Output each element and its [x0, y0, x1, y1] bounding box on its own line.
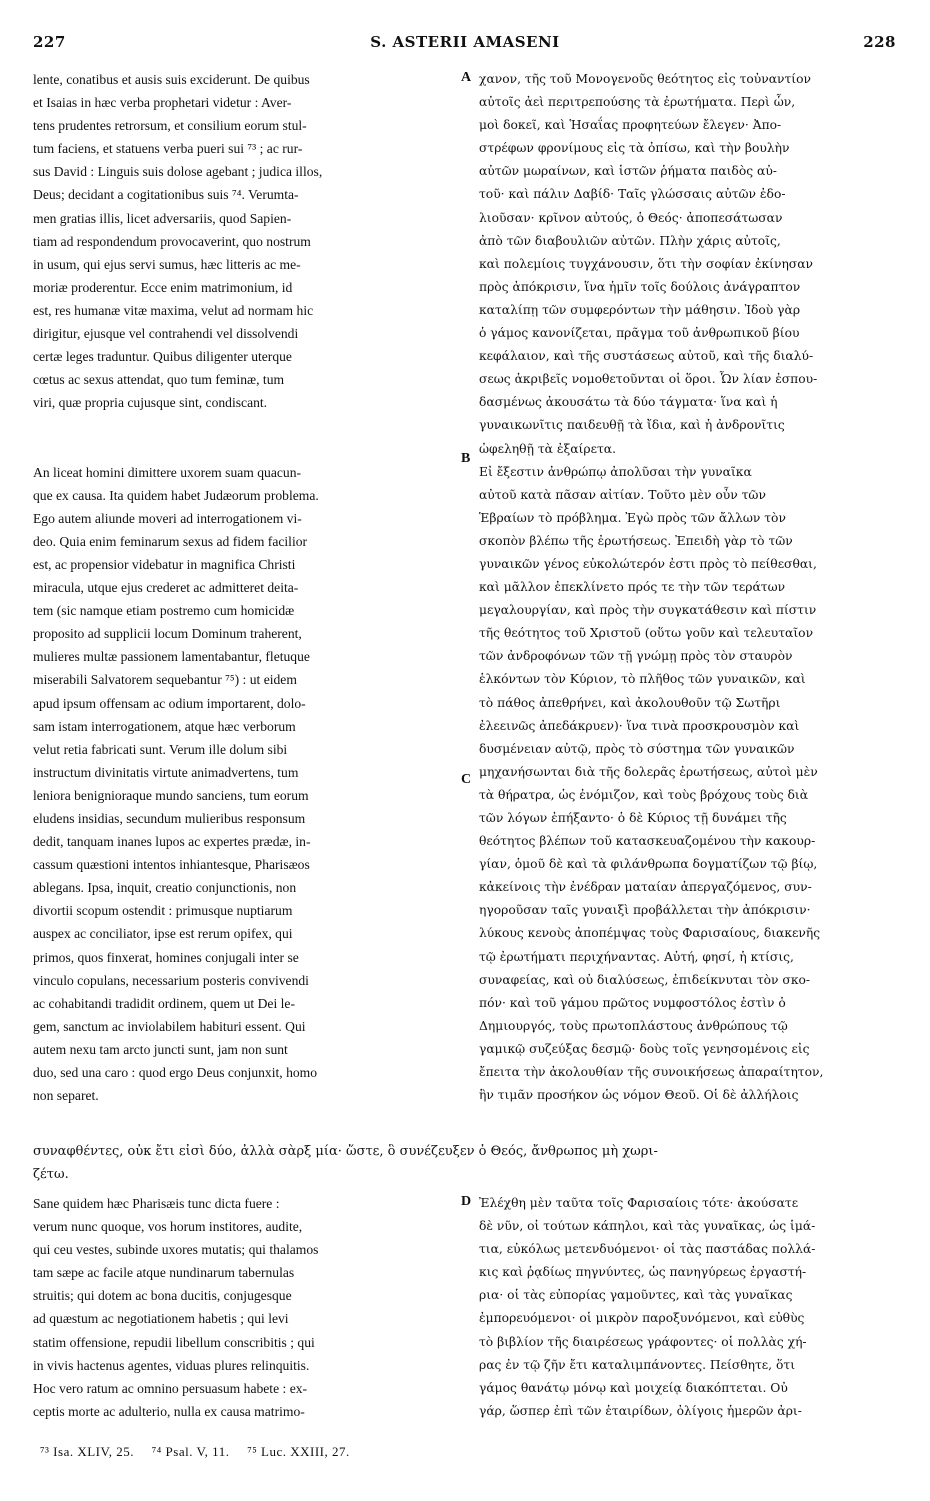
text-line: cœtus ac sexus attendat, quo tum feminæ, tum — [33, 372, 285, 388]
text-line: miracula, utque ejus crederet ac admitteret deita- — [33, 580, 299, 596]
text-line: μοὶ δοκεῖ, καὶ Ἡσαΐας προφητεύων ἔλεγεν· Ἀπο- — [479, 118, 782, 133]
text-line: proposito ad supplicii locum Dominum traherent, — [33, 626, 302, 642]
text-line: πόν· καὶ τοῦ γάμου πρῶτος νυμφοστόλος ἐστὶν ὁ — [479, 995, 786, 1010]
text-line: δὲ νῦν, οἱ τούτων κάπηλοι, καὶ τὰς γυναῖκας, ὡς ἱμά- — [479, 1219, 816, 1234]
text-line: θεότητος βλέπων τοῦ κατασκευαζομένου τὴν κακουρ- — [479, 834, 816, 849]
text-line: sus David : Linguis suis dolose agebant ; judica illos, — [33, 164, 323, 180]
text-line: λύκους κενοὺς ἀποπέμψας τοὺς Φαρισαίους, διακενῆς — [479, 926, 821, 941]
text-line: ρας ἐν τῷ ζῆν ἔτι καταλιμπάνοντες. Πείσθητε, ὅτι — [479, 1357, 796, 1372]
margin-mark: C — [461, 772, 472, 787]
text-line: συναφθέντες, οὐκ ἔτι εἰσὶ δύο, ἀλλὰ σὰρξ μία· ὥστε, ὃ συνέζευξεν ὁ Θεός, ἄνθρωπος μὴ χωρι- — [33, 1144, 658, 1159]
text-line: Ἑβραίων τὸ πρόβλημα. Ἐγὼ πρὸς τῶν ἄλλων τὸν — [479, 510, 786, 525]
text-line: ὁ γάμος κανονίζεται, πρᾶγμα τοῦ ἀνθρωπικοῦ βίου — [479, 326, 800, 341]
text-line: στρέφων φρονίμους εἰς τὰ ὀπίσω, καὶ τὴν βουλὴν — [479, 141, 790, 156]
text-line: tens prudentes retrorsum, et consilium eorum stul- — [33, 118, 307, 134]
text-line: apud ipsum offensam ac odium importarent, dolo- — [33, 695, 306, 711]
text-line: ἐλεεινῶς ἀπεδάκρυεν)· ἵνα τινὰ προσκρουσμὸν καὶ — [479, 718, 800, 733]
text-line: γαμικῷ συζεύξας δεσμῷ· δοὺς τοῖς γενησομένοις εἰς — [479, 1041, 810, 1056]
text-line: ceptis morte ac adulterio, nulla ex causa matrimo- — [33, 1403, 305, 1419]
text-line: κις καὶ ῥᾳδίως πηγνύντες, ὡς πανηγύρεως ἐργαστή- — [479, 1265, 807, 1280]
text-line: tam sæpe ac facile atque nundinarum tabernulas — [33, 1265, 295, 1281]
text-line: πρὸς ἀπόκρισιν, ἵνα ἡμῖν τοῖς δούλοις ἀνάγραπτον — [479, 279, 801, 294]
text-line: non separet. — [33, 1088, 99, 1104]
text-line: tiam ad respondendum provocaverint, quo nostrum — [33, 233, 311, 249]
text-line: moriæ proderentur. Ecce enim matrimonium, id — [33, 279, 293, 295]
text-line: Ego autem aliunde moveri ad interrogationem vi- — [33, 510, 302, 526]
text-line: τῆς θεότητος τοῦ Χριστοῦ (οὕτω γοῦν καὶ τελευταῖον — [479, 626, 814, 641]
text-line: κἀκείνοις τὴν ἐνέδραν ματαίαν ἀπεργαζόμενος, συν- — [479, 880, 812, 895]
text-line: τῷ ἐρωτήματι περιχήναντας. Αὐτή, φησί, ἡ κτίσις, — [479, 949, 794, 964]
text-line: ἐμπορευόμενοι· οἱ μικρὸν παροξυνόμενοι, καὶ εὐθὺς — [479, 1311, 805, 1326]
text-line: ac cohabitandi tradidit ordinem, quem ut Dei le- — [33, 995, 295, 1011]
text-line: ablegans. Ipsa, inquit, creatio conjunctionis, non — [33, 880, 297, 896]
text-line: ἑλκόντων τὸν Κύριον, τὸ πλῆθος τῶν γυναικῶν, καὶ — [479, 672, 806, 687]
running-title: S. ASTERII AMASENI — [370, 33, 560, 51]
text-line: est, ac propensior videbatur in magnifica Christi — [33, 556, 296, 572]
text-line: divortii scopum ostendit : primusque nuptiarum — [33, 903, 293, 919]
text-line: καὶ μᾶλλον ἐπεκλίνετο πρός τε τὴν τῶν τεράτων — [479, 580, 786, 595]
text-line: dirigitur, ejusque vel contrahendi vel dissolvendi — [33, 326, 299, 342]
text-line: τὸ πάθος ἀπεθρήνει, καὶ ἀκολουθοῦν τῷ Σωτῆρι — [479, 695, 781, 710]
text-line: eludens insidias, secundum mulieribus responsum — [33, 811, 306, 826]
text-line: deo. Quia enim feminarum sexus ad fidem facilior — [33, 533, 308, 549]
footnote: ⁷⁴ Psal. V, 11. — [151, 1444, 230, 1459]
text-line: ἔπειτα τὴν ἀκολουθίαν τῆς συνοικήσεως ἀπαραίτητον, — [479, 1065, 824, 1080]
text-line: autem nexu tam arcto juncti sunt, jam non sunt — [33, 1041, 288, 1057]
text-line: τοῦ· καὶ πάλιν Δαβίδ· Ταῖς γλώσσαις αὐτῶν ἐδο- — [479, 187, 786, 202]
text-line: tem (sic namque etiam postremo cum homicidæ — [33, 603, 295, 619]
text-line: lente, conatibus et ausis suis exciderunt. De quibus — [33, 72, 310, 87]
text-line: ρια· οἱ τὰς εὐπορίας γαμοῦντες, καὶ τὰς γυναῖκας — [479, 1288, 793, 1303]
text-line: γάμος θανάτῳ μόνῳ καὶ μοιχείᾳ διακόπτεται. Οὐ — [479, 1380, 788, 1395]
text-line: ὠφεληθῇ τὰ ἐξαίρετα. — [479, 441, 616, 456]
text-line: τῶν ἀνδροφόνων τῶν τῇ γνώμῃ πρὸς τὸν σταυρὸν — [479, 649, 793, 664]
text-line: τὰ θήρατρα, ὡς ἐνόμιζον, καὶ τοὺς βρόχους τοὺς διὰ — [479, 787, 809, 802]
latin-column-top — [33, 68, 458, 1107]
text-line: tum faciens, et statuens verba pueri sui ⁷³ ; ac rur- — [33, 141, 303, 157]
text-line: Deus; decidant a cogitationibus suis ⁷⁴. Verumta- — [33, 187, 299, 203]
text-line: An liceat homini dimittere uxorem suam quacun- — [33, 464, 302, 480]
text-line: et Isaias in hæc verba prophetari videtur : Aver- — [33, 95, 292, 111]
text-line: τῶν λόγων ἐπήξαντο· ὁ δὲ Κύριος τῇ δυνάμει τῆς — [479, 811, 787, 825]
text-line: μηχανήσωνται διὰ τῆς δολερᾶς ἐρωτήσεως, αὐτοὶ μὲν — [479, 764, 818, 779]
text-line: λιοῦσαν· κρῖνον αὐτούς, ὁ Θεός· ἀποπεσάτωσαν — [479, 210, 783, 225]
text-line: cassum quæstioni intentos inhiantesque, Pharisæos — [33, 857, 310, 873]
text-line: Εἰ ἔξεστιν ἀνθρώπῳ ἀπολῦσαι τὴν γυναῖκα — [479, 464, 752, 479]
text-line: auspex ac conciliator, ipse est rerum opifex, qui — [33, 926, 293, 942]
text-line: γάρ, ὥσπερ ἐπὶ τῶν ἑταιρίδων, ὀλίγοις ἡμερῶν ἀρι- — [479, 1403, 802, 1418]
text-line: struitis; qui dotem ac bona ducitis, conjugesque — [33, 1288, 292, 1304]
text-line: primos, quos finxerat, homines conjugali inter se — [33, 949, 299, 965]
text-line: que ex causa. Ita quidem habet Judæorum problema. — [33, 487, 319, 503]
margin-mark: A — [461, 70, 472, 85]
text-line: σκοπὸν βλέπω τῆς ἐρωτήσεως. Ἐπειδὴ γὰρ τὸ τῶν — [479, 533, 793, 548]
text-line: gem, sanctum ac inviolabilem habituri essent. Qui — [33, 1018, 306, 1034]
text-line: in usum, qui ejus servi sumus, hæc litteris ac me- — [33, 256, 301, 272]
footnote: ⁷⁵ Luc. XXIII, 27. — [247, 1444, 350, 1459]
text-line — [33, 438, 458, 461]
text-line: ad quæstum ac negotiationem habetis ; qui levi — [33, 1311, 289, 1327]
page-number-right: 228 — [863, 33, 896, 51]
text-line: duo, sed una caro : quod ergo Deus conjunxit, homo — [33, 1065, 318, 1081]
text-line: κεφάλαιον, καὶ τῆς συστάσεως αὐτοῦ, καὶ τῆς διαλύ- — [479, 349, 814, 364]
text-line: qui ceu vestes, subinde uxores mutatis; qui thalamos — [33, 1242, 319, 1258]
text-line — [33, 414, 458, 437]
text-line: dedit, tanquam inanes lupos ac expertes prædæ, in- — [33, 834, 311, 850]
text-line: certæ leges traduntur. Quibus diligenter uterque — [33, 349, 292, 365]
text-line: Ἐλέχθη μὲν ταῦτα τοῖς Φαρισαίοις τότε· ἀκούσατε — [479, 1196, 799, 1210]
greek-spanning-lines — [33, 1140, 898, 1186]
text-line: μεγαλουργίαν, καὶ πρὸς τὴν συγκατάθεσιν καὶ πίστιν — [479, 603, 817, 618]
text-line: mulieres multæ passionem lamentabantur, fletuque — [33, 649, 310, 665]
text-line: σεως ἀκριβεῖς νομοθετοῦνται οἱ ὅροι. Ὧν λίαν ἐσπου- — [479, 372, 818, 387]
greek-column-top — [479, 68, 897, 1107]
text-line: instructum divinitatis virtute animadvertens, tum — [33, 764, 299, 780]
footnote: ⁷³ Isa. XLIV, 25. — [40, 1444, 134, 1459]
text-line: Hoc vero ratum ac omnino persuasum habete : ex- — [33, 1380, 308, 1396]
text-line: καταλίπῃ τῶν συμφερόντων τὴν μάθησιν. Ἰδοὺ γὰρ — [479, 302, 801, 317]
text-line: in vivis hactenus agentes, viduas plures relinquitis. — [33, 1357, 310, 1373]
text-line: τια, εὐκόλως μετενδυόμενοι· οἱ τὰς παστάδας πολλά- — [479, 1242, 816, 1257]
text-line: ζέτω. — [33, 1167, 69, 1182]
text-line: est, res humanæ vitæ maxima, velut ad normam hic — [33, 302, 314, 318]
text-line: καὶ πολεμίοις τυγχάνουσιν, ὅτι τὴν σοφίαν ἐκίνησαν — [479, 256, 813, 271]
text-line: αὐτοῖς ἀεὶ περιτρεπούσης τὰ ἐρωτήματα. Περὶ ὧν, — [479, 95, 796, 110]
text-line: χανον, τῆς τοῦ Μονογενοῦς θεότητος εἰς τοὐναντίον — [479, 72, 812, 86]
footnotes — [40, 1444, 364, 1460]
text-line: Δημιουργός, τοὺς πρωτοπλάστους ἀνθρώπους τῷ — [479, 1018, 788, 1033]
text-line: συναφείας, καὶ οὐ διαλύσεως, ἐπιδείκνυται τὸν σκο- — [479, 972, 811, 987]
text-line: Sane quidem hæc Pharisæis tunc dicta fuere : — [33, 1196, 280, 1211]
text-line: γυναικῶν γένος εὐκολώτερόν ἐστι πρὸς τὸ πείθεσθαι, — [479, 556, 817, 571]
margin-mark: D — [461, 1194, 472, 1209]
latin-column-bottom — [33, 1192, 458, 1423]
text-line: verum nunc quoque, vos horum institores, audite, — [33, 1219, 303, 1235]
text-line: leniora benignioraque mundo sanciens, tum eorum — [33, 787, 309, 803]
text-line: τὸ βιβλίον τῆς διαιρέσεως γράφοντες· οἱ πολλὰς χή- — [479, 1334, 807, 1349]
text-line: men gratias illis, licet adversariis, quod Sapien- — [33, 210, 292, 226]
margin-mark: B — [461, 451, 471, 466]
text-line: ἀπὸ τῶν διαβουλιῶν αὐτῶν. Πλὴν χάρις αὐτοῖς, — [479, 233, 781, 248]
text-line: statim offensione, repudii libellum conscribitis ; qui — [33, 1334, 315, 1350]
text-line: ἣν τιμᾶν προσήκον ὡς νόμον Θεοῦ. Οἱ δὲ ἀλλήλοις — [479, 1088, 799, 1103]
text-line: αὐτοῦ κατὰ πᾶσαν αἰτίαν. Τοῦτο μὲν οὖν τῶν — [479, 487, 766, 502]
text-line: ηγοροῦσαν ταῖς γυναιξὶ προβάλλεται τὴν ἀπόκρισιν· — [479, 903, 811, 918]
text-line: γίαν, ὁμοῦ δὲ καὶ τὰ φιλάνθρωπα δογματίζων τῷ βίῳ, — [479, 857, 818, 872]
text-line: γυναικωνῖτις παιδευθῇ τὰ ἴδια, καὶ ἡ ἀνδρονῖτις — [479, 418, 785, 433]
text-line: viri, quæ propria cujusque sint, condiscant. — [33, 395, 268, 411]
text-line: miserabili Salvatorem sequebantur ⁷⁵) : ut eidem — [33, 672, 297, 688]
page-number-left: 227 — [33, 33, 66, 51]
text-line: velut retia fabricati sunt. Verum ille dolum sibi — [33, 741, 288, 757]
text-line: vinculo copulans, necessarium posteris convivendi — [33, 972, 309, 988]
text-line: sam istam interrogationem, atque hæc verborum — [33, 718, 296, 734]
greek-column-bottom — [479, 1192, 897, 1423]
text-line: αὐτῶν μωραίνων, καὶ ἱστῶν ῥήματα παιδὸς αὐ- — [479, 164, 777, 179]
text-line: δυσμένειαν αὐτῷ, πρὸς τὸ σύστημα τῶν γυναικῶν — [479, 741, 795, 756]
text-line: δασμένως ἀκουσάτω τὰ δύο τάγματα· ἵνα καὶ ἡ — [479, 395, 778, 410]
